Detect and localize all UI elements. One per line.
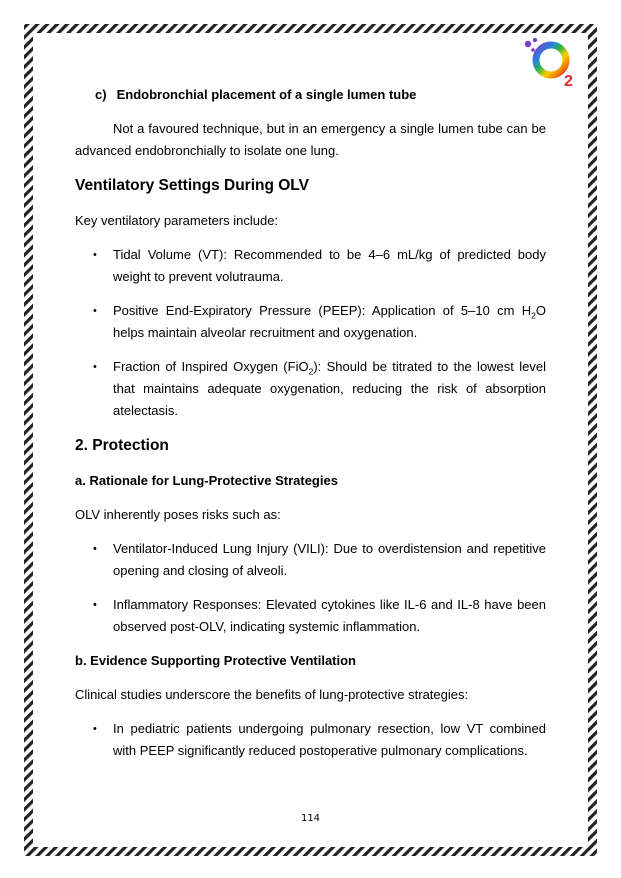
page-number: 114 bbox=[300, 813, 321, 824]
list-item bbox=[75, 300, 546, 344]
subsection-heading-c bbox=[95, 84, 546, 106]
list-item bbox=[75, 594, 546, 638]
list-item-text: Ventilator-Induced Lung Injury (VILI): Due to overdistension and repetitive opening and closing of alveoli. bbox=[113, 541, 546, 578]
list-item bbox=[75, 244, 546, 288]
logo-subscript: 2 bbox=[564, 73, 573, 88]
document-body bbox=[75, 84, 546, 774]
bullet-icon: • bbox=[93, 249, 97, 261]
list-item bbox=[75, 538, 546, 582]
list-item-text-post: ): Should be titrated to the lowest level that maintains adequate oxygenation, reducing the risk of absorption atelectasis. bbox=[113, 359, 547, 418]
list-item-text-pre: Fraction of Inspired Oxygen (FiO bbox=[113, 359, 309, 374]
paragraph-olv-risks: OLV inherently poses risks such as: bbox=[75, 507, 281, 522]
section-heading-ventilatory-settings: Ventilatory Settings During OLV bbox=[75, 177, 309, 194]
bullet-icon: • bbox=[93, 543, 97, 555]
bullet-icon: • bbox=[93, 723, 97, 735]
section-heading-protection: 2. Protection bbox=[75, 437, 169, 454]
paragraph-key-parameters: Key ventilatory parameters include: bbox=[75, 213, 279, 228]
risks-bullet-list bbox=[75, 538, 546, 638]
list-item-text: Inflammatory Responses: Elevated cytokines like IL-6 and IL-8 have been observed post-OLV, indicating systemic inflammation. bbox=[113, 597, 546, 634]
list-item-text: In pediatric patients undergoing pulmonary resection, low VT combined with PEEP significantly reduced postoperative pulmonary complications. bbox=[113, 721, 546, 758]
evidence-bullet-list bbox=[75, 718, 546, 762]
subscript: 2 bbox=[308, 366, 314, 377]
bullet-icon: • bbox=[93, 361, 97, 373]
subsection-title: Endobronchial placement of a single lumen tube bbox=[116, 87, 417, 102]
list-item-text-pre: Positive End-Expiratory Pressure (PEEP): Application of 5–10 cm H bbox=[113, 303, 532, 318]
subscript: 2 bbox=[531, 310, 536, 321]
subsection-letter: c) bbox=[95, 87, 107, 102]
list-item-text-post: O helps maintain alveolar recruitment and oxygenation. bbox=[113, 303, 546, 340]
subheading-evidence: b. Evidence Supporting Protective Ventilation bbox=[75, 653, 356, 668]
paragraph-clinical-studies: Clinical studies underscore the benefits of lung-protective strategies: bbox=[75, 687, 469, 702]
bullet-icon: • bbox=[93, 305, 97, 317]
o2-logo-icon bbox=[520, 36, 582, 88]
list-item-text: Tidal Volume (VT): Recommended to be 4–6 mL/kg of predicted body weight to prevent volutrauma. bbox=[113, 247, 546, 284]
ventilatory-bullet-list bbox=[75, 244, 546, 422]
list-item bbox=[75, 356, 546, 422]
bullet-icon: • bbox=[93, 599, 97, 611]
subheading-rationale: a. Rationale for Lung-Protective Strategies bbox=[75, 473, 338, 488]
list-item bbox=[75, 718, 546, 762]
paragraph-single-lumen: Not a favoured technique, but in an emergency a single lumen tube can be advanced endobronchially to isolate one lung. bbox=[75, 121, 546, 158]
